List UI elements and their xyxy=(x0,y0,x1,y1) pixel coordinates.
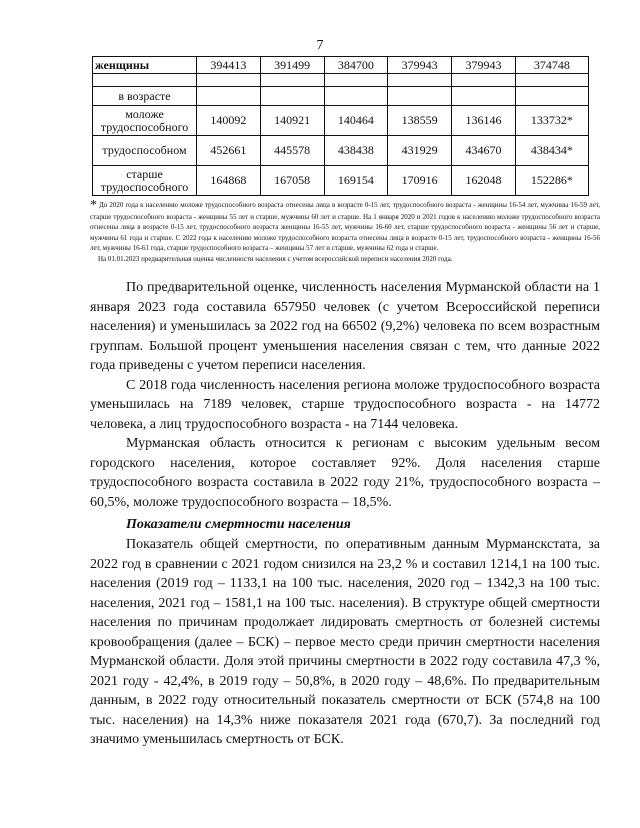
footnote-star: * xyxy=(90,198,97,213)
table-cell: 434670 xyxy=(452,136,516,166)
table-row xyxy=(93,87,589,106)
table-cell xyxy=(260,87,324,106)
table-cell: 138559 xyxy=(388,106,452,136)
row-label: в возрасте xyxy=(93,87,197,106)
paragraph: Показатель общей смертности, по оперативным данным Мурманскстата, за 2022 год в сравнении с 2021 годом снизился на 23,2 % и составил 1214,1 на 100 тыс. населения (2019 год – 1133,1 на 100 тыс. населения, 2020 год – 1342,3 на 100 тыс. населения, 2021 год – 1581,1 на 100 тыс. населения). В структуре общей смертности населения по причинам продолжает лидировать смертность от болезней системы кровообращения (далее – БСК) – первое место среди причин смертности населения Мурманской области. Доля этой причины смертности в 2022 году составила 47,3 %, 2021 году - 42,4%, в 2019 году – 50,8%, в 2020 году – 48,6%. По предварительным данным, в 2022 году относительный показатель смертности от БСК (574,8 на 100 тыс. населения) на 14,3% ниже показателя 2021 года (670,7). За последний год значимо уменьшилась смертность от БСК. xyxy=(90,537,600,747)
footnote-note: На 01.01.2023 предварительная оценка численности населения с учетом всероссийской переписи населения 2020 года. xyxy=(98,254,453,263)
table-cell xyxy=(452,87,516,106)
table-row xyxy=(93,166,589,196)
table-cell: 431929 xyxy=(388,136,452,166)
table-cell xyxy=(515,74,588,87)
population-table xyxy=(92,56,589,196)
mortality-section xyxy=(90,535,600,750)
paragraph: С 2018 года численность населения региона моложе трудоспособного возраста уменьшилась на 7189 человек, старше трудоспособного возраста - на 14772 человека, а лиц трудоспособного возраста - на 7144 человека. xyxy=(90,377,600,432)
table-cell: 164868 xyxy=(197,166,261,196)
table-cell: 394413 xyxy=(197,57,261,74)
page-number: 7 xyxy=(316,38,324,53)
table-cell: 140921 xyxy=(260,106,324,136)
table-cell xyxy=(388,74,452,87)
table-cell: 167058 xyxy=(260,166,324,196)
population-section xyxy=(90,278,600,512)
table-cell: 384700 xyxy=(324,57,388,74)
table-cell: 379943 xyxy=(388,57,452,74)
paragraph: Мурманская область относится к регионам с высоким удельным весом городского населения, которое составляет 92%. Доля населения старше трудоспособного возраста составила в 2022 году 21%, трудоспособного возраста – 60,5%, моложе трудоспособного возраста – 18,5%. xyxy=(90,436,600,510)
table-cell xyxy=(260,74,324,87)
table-cell xyxy=(197,87,261,106)
footnote xyxy=(90,200,600,265)
row-label: женщины xyxy=(93,57,197,74)
table-cell: 374748 xyxy=(515,57,588,74)
table-cell: 133732* xyxy=(515,106,588,136)
row-label: трудоспособном xyxy=(93,136,197,166)
table-cell xyxy=(388,87,452,106)
table-cell xyxy=(197,74,261,87)
table-cell: 136146 xyxy=(452,106,516,136)
table-cell: 379943 xyxy=(452,57,516,74)
table-cell: 391499 xyxy=(260,57,324,74)
table-cell xyxy=(452,74,516,87)
table-cell xyxy=(324,74,388,87)
table-cell: 169154 xyxy=(324,166,388,196)
table-cell: 452661 xyxy=(197,136,261,166)
row-label: старше трудоспособного xyxy=(93,166,197,196)
table-row xyxy=(93,74,589,87)
row-label: моложе трудоспособного xyxy=(93,106,197,136)
footnote-text: До 2020 года к населению моложе трудоспособного возраста отнесены лица в возрасте 0-15 лет, трудоспособного возраста - женщины 16-54 лет, мужчины 16-59 лет, старше трудоспособного возраста - женщины 55 лет и старше, мужчины 60 лет и старше. На 1 января 2020 и 2021 годов к населению моложе трудоспособного возраста отнесены лица в возрасте 0-15 лет, трудоспособного возраста женщины 16-55 лет, мужчины 16-60 лет, старше трудоспособного возраста - женщины 56 лет и старше, мужчины 61 года и старше. С 2022 года к населению моложе трудоспособного возраста отнесены лица в возрасте 0-15 лет, трудоспособного возраста - женщины 16-56 лет, мужчины 16-61 года, старше трудоспособного возраста – женщины 57 лет и старше, мужчины 62 года и старше. xyxy=(90,201,600,253)
row-label xyxy=(93,74,197,87)
table-row xyxy=(93,106,589,136)
table-cell: 438434* xyxy=(515,136,588,166)
table-cell: 140092 xyxy=(197,106,261,136)
table-cell: 438438 xyxy=(324,136,388,166)
table-row xyxy=(93,136,589,166)
table-cell: 162048 xyxy=(452,166,516,196)
table-cell xyxy=(515,87,588,106)
paragraph: По предварительной оценке, численность населения Мурманской области на 1 января 2023 года составила 657950 человек (с учетом Всероссийской переписи населения) и уменьшилась за 2022 год на 66502 (9,2%) человека по всем возрастным группам. Большой процент уменьшения населения связан с тем, что данные 2022 года приведены с учетом переписи населения. xyxy=(90,280,600,373)
table-cell xyxy=(324,87,388,106)
table-cell: 152286* xyxy=(515,166,588,196)
section-heading: Показатели смертности населения xyxy=(126,517,351,532)
table-cell: 170916 xyxy=(388,166,452,196)
table-cell: 140464 xyxy=(324,106,388,136)
table-row xyxy=(93,57,589,74)
table-cell: 445578 xyxy=(260,136,324,166)
